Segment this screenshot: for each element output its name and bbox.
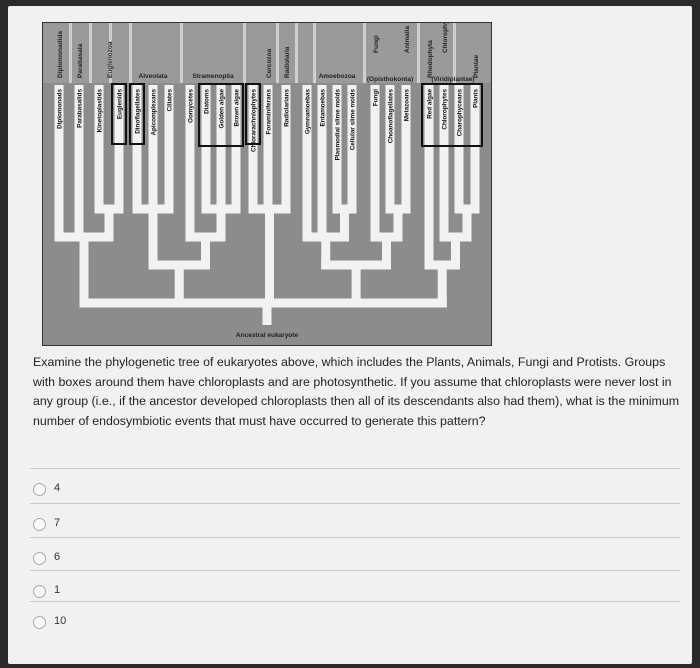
clade-label: Cercozoa: [266, 48, 273, 78]
question-text: Examine the phylogenetic tree of eukaryotes above, which includes the Plants, Animals, Fungi and Protists. Groups with boxes around them have chloroplasts and are photosynthetic. If you assume that chloroplasts were never lost in any group (i.e., if the ancestor developed chloroplasts then all of its descendants also had them), what is the minimum number of endosymbiotic events that must have occurred to generate this pattern?: [33, 355, 680, 428]
leaf-label: Plants: [472, 89, 480, 108]
option-divider: [30, 570, 680, 571]
option-label: 6: [54, 551, 61, 563]
header-separator: [313, 23, 316, 83]
clade-label: Amoebozoa: [318, 73, 356, 80]
branch: [318, 181, 327, 242]
option-label: 4: [54, 482, 61, 494]
option-label: 7: [54, 517, 61, 529]
leaf-label: Parabasalids: [76, 89, 84, 128]
leaf-label: Diatoms: [203, 89, 211, 114]
option-divider: [30, 468, 680, 469]
clade-label: Parabasala: [77, 43, 84, 78]
root-label: Ancestral eukaryote: [235, 332, 299, 339]
branch: [80, 237, 89, 308]
leaf-label: Metazoans: [403, 89, 411, 122]
branch: [186, 181, 195, 242]
answer-option[interactable]: [28, 480, 678, 500]
leaf-label: Plasmodial slime molds: [334, 89, 342, 161]
leaf-label: Chlorophytes: [441, 89, 449, 130]
answer-option[interactable]: [28, 582, 678, 602]
header-separator: [453, 23, 456, 83]
leaf-label: Foraminiferans: [265, 89, 273, 135]
branch: [55, 181, 64, 242]
branch: [265, 209, 274, 308]
leaf-label: Kinetoplastids: [96, 89, 104, 133]
branch: [303, 181, 312, 242]
clade-label: Chlorophyta: [442, 23, 449, 53]
header-separator: [363, 23, 366, 83]
header-separator: [89, 23, 92, 83]
clade-label: Fungi: [373, 35, 380, 53]
header-separator: [276, 23, 279, 83]
clade-label: (Opisthokonta): [366, 76, 414, 83]
leaf-label: Golden algae: [218, 89, 226, 129]
clade-label: Plantae: [473, 54, 480, 78]
answer-option[interactable]: [28, 515, 678, 535]
leaf-label: Gymnamoebas: [304, 89, 312, 135]
branch: [440, 181, 449, 242]
header-separator: [243, 23, 246, 83]
clade-label: Rhodophyta: [427, 40, 434, 78]
clade-label: Alveolata: [138, 73, 168, 80]
quiz-page: [8, 6, 692, 664]
option-label: 10: [54, 615, 67, 627]
header-separator: [417, 23, 420, 83]
leaf-label: Charophyceans: [456, 89, 464, 137]
clade-label: Diplomonadida: [57, 31, 64, 78]
branch: [425, 181, 434, 270]
radio-button[interactable]: [33, 616, 46, 629]
radio-button[interactable]: [33, 552, 46, 565]
branch: [371, 181, 380, 242]
leaf-label: Red algae: [426, 89, 434, 119]
leaf-label: Entamoebas: [319, 89, 327, 127]
leaf-label: Ciliates: [166, 89, 174, 112]
header-separator: [295, 23, 298, 83]
leaf-label: Brown algae: [233, 89, 241, 127]
leaf-label: Chlorarachniophytes: [250, 89, 258, 152]
radio-button[interactable]: [33, 483, 46, 496]
option-divider: [30, 537, 680, 538]
answer-option[interactable]: [28, 613, 678, 633]
phylogenetic-tree-figure: [42, 22, 492, 346]
leaf-label: Oomycetes: [187, 89, 195, 123]
option-divider: [30, 601, 680, 602]
option-label: 1: [54, 584, 61, 596]
leaf-label: Fungi: [372, 89, 380, 107]
header-separator: [69, 23, 72, 83]
radio-button[interactable]: [33, 518, 46, 531]
clade-label: Euglenozoa: [107, 41, 114, 78]
leaf-label: Cellular slime molds: [349, 89, 357, 151]
tree-diagram: [43, 23, 491, 345]
leaf-label: Dinoflagellates: [134, 89, 142, 134]
header-separator: [129, 23, 132, 83]
leaf-label: Apicomplexans: [150, 89, 158, 136]
leaf-label: Radiolarians: [283, 89, 291, 127]
branch: [75, 181, 84, 242]
branch: [149, 209, 158, 270]
clade-label: Animalia: [404, 25, 411, 53]
radio-button[interactable]: [33, 585, 46, 598]
clade-label: Stramenopila: [192, 73, 234, 80]
leaf-label: Choanoflagellates: [387, 89, 395, 144]
clade-label: (Viridiplantae): [431, 76, 475, 83]
option-divider: [30, 503, 680, 504]
root-branch: [263, 303, 272, 325]
clade-label: Radiolaria: [284, 46, 291, 78]
leaf-label: Diplomonads: [56, 89, 64, 129]
leaf-label: Euglenids: [116, 89, 124, 120]
answer-option[interactable]: [28, 549, 678, 569]
header-separator: [180, 23, 183, 83]
